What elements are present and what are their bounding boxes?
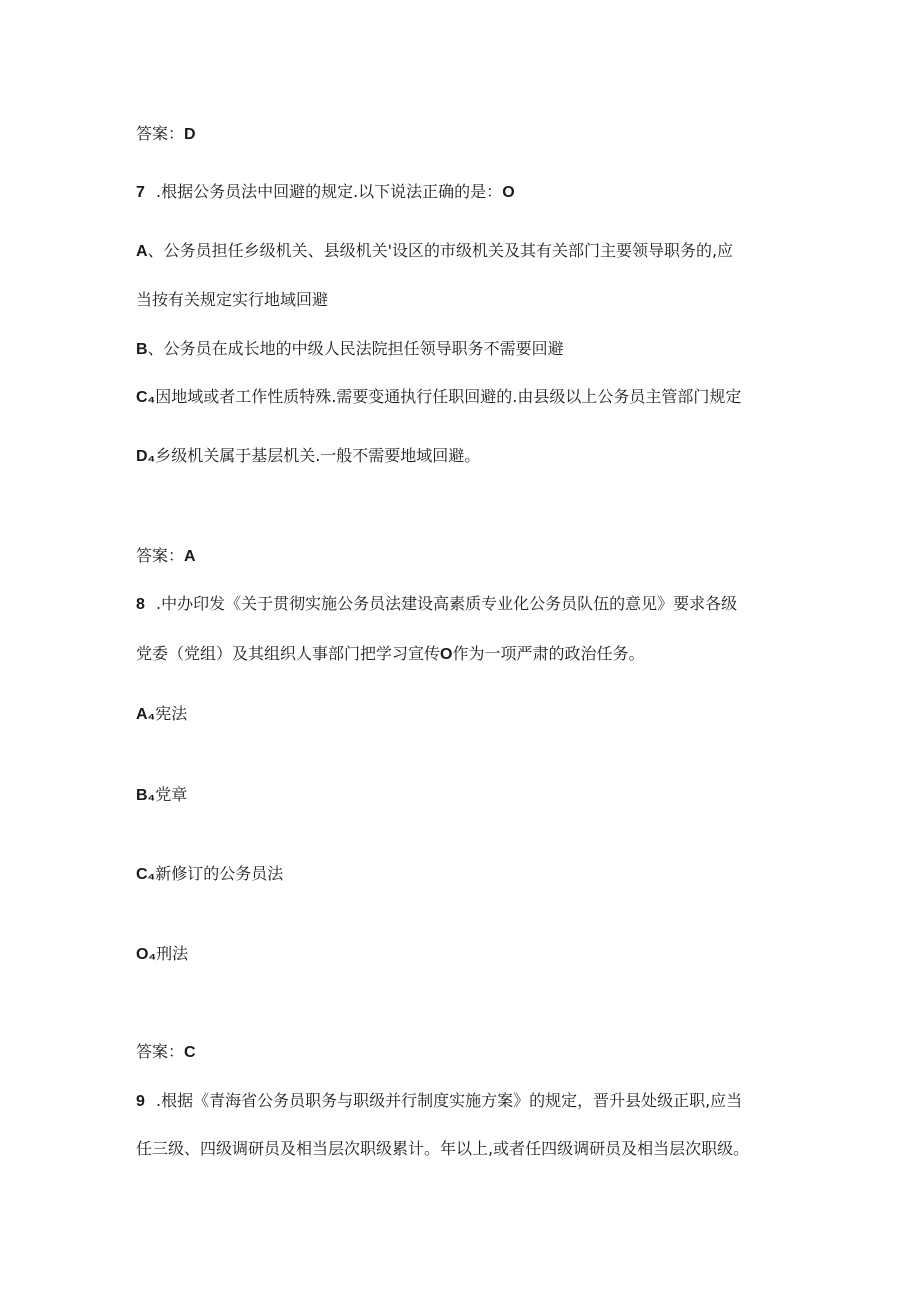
question-blank: O <box>440 646 453 663</box>
question-text: .根据《青海省公务员职务与职级并行制度实施方案》的规定，晋升县处级正职,应当 <box>156 1091 743 1110</box>
answer-line <box>136 124 196 145</box>
option-text: 党章 <box>155 785 188 804</box>
question-number: 8 <box>136 596 145 613</box>
question-blank: O <box>502 184 515 201</box>
option-b <box>136 339 564 360</box>
option-text: 当按有关规定实行地域回避 <box>136 290 329 309</box>
option-c <box>136 387 741 408</box>
option-letter: C₄ <box>136 389 156 406</box>
question-9-stem <box>136 1091 742 1112</box>
question-8-stem-continued <box>136 644 644 665</box>
question-text: 作为一项严肃的政治任务。 <box>452 644 645 663</box>
question-text: .中办印发《关于贯彻实施公务员法建设高素质专业化公务员队伍的意见》要求各级 <box>156 594 738 613</box>
question-text: .根据公务员法中回避的规定.以下说法正确的是： <box>156 182 503 201</box>
answer-label: 答案： <box>136 124 185 143</box>
option-letter: B <box>136 341 148 358</box>
option-a <box>136 241 733 262</box>
answer-label: 答案： <box>136 546 185 565</box>
question-8-stem <box>136 594 737 615</box>
question-number: 7 <box>136 184 145 201</box>
option-letter: C₄ <box>136 866 156 883</box>
option-text: 因地域或者工作性质特殊.需要变通执行任职回避的.由县级以上公务员主管部门规定 <box>155 387 742 406</box>
option-text: 乡级机关属于基层机关.一般不需要地域回避。 <box>155 446 481 465</box>
question-9-stem-continued <box>136 1139 749 1159</box>
question-number: 9 <box>136 1093 145 1110</box>
answer-value: D <box>184 126 196 143</box>
option-d <box>136 944 188 965</box>
option-letter: A₄ <box>136 706 156 723</box>
answer-value: C <box>184 1044 196 1061</box>
option-text: 刑法 <box>156 944 189 963</box>
question-7-stem <box>136 182 515 203</box>
answer-line <box>136 546 196 567</box>
answer-value: A <box>184 548 196 565</box>
option-text: 、公务员担任乡级机关、县级机关'设区的市级机关及其有关部门主要领导职务的,应 <box>147 241 734 260</box>
option-c <box>136 864 283 885</box>
option-letter: O₄ <box>136 946 157 963</box>
option-b <box>136 785 187 806</box>
answer-label: 答案： <box>136 1042 185 1061</box>
option-a <box>136 704 187 725</box>
question-text: 任三级、四级调研员及相当层次职级累计。年以上,或者任四级调研员及相当层次职级。 <box>136 1139 750 1158</box>
question-text: 党委（党组）及其组织人事部门把学习宣传 <box>136 644 441 663</box>
answer-line <box>136 1042 196 1063</box>
option-letter: A <box>136 243 148 260</box>
option-text: 、公务员在成长地的中级人民法院担任领导职务不需要回避 <box>147 339 564 358</box>
option-text: 宪法 <box>155 704 188 723</box>
option-d <box>136 446 480 467</box>
option-letter: B₄ <box>136 787 156 804</box>
option-text: 新修订的公务员法 <box>155 864 284 883</box>
option-a-continued <box>136 290 328 310</box>
option-letter: D₄ <box>136 448 156 465</box>
